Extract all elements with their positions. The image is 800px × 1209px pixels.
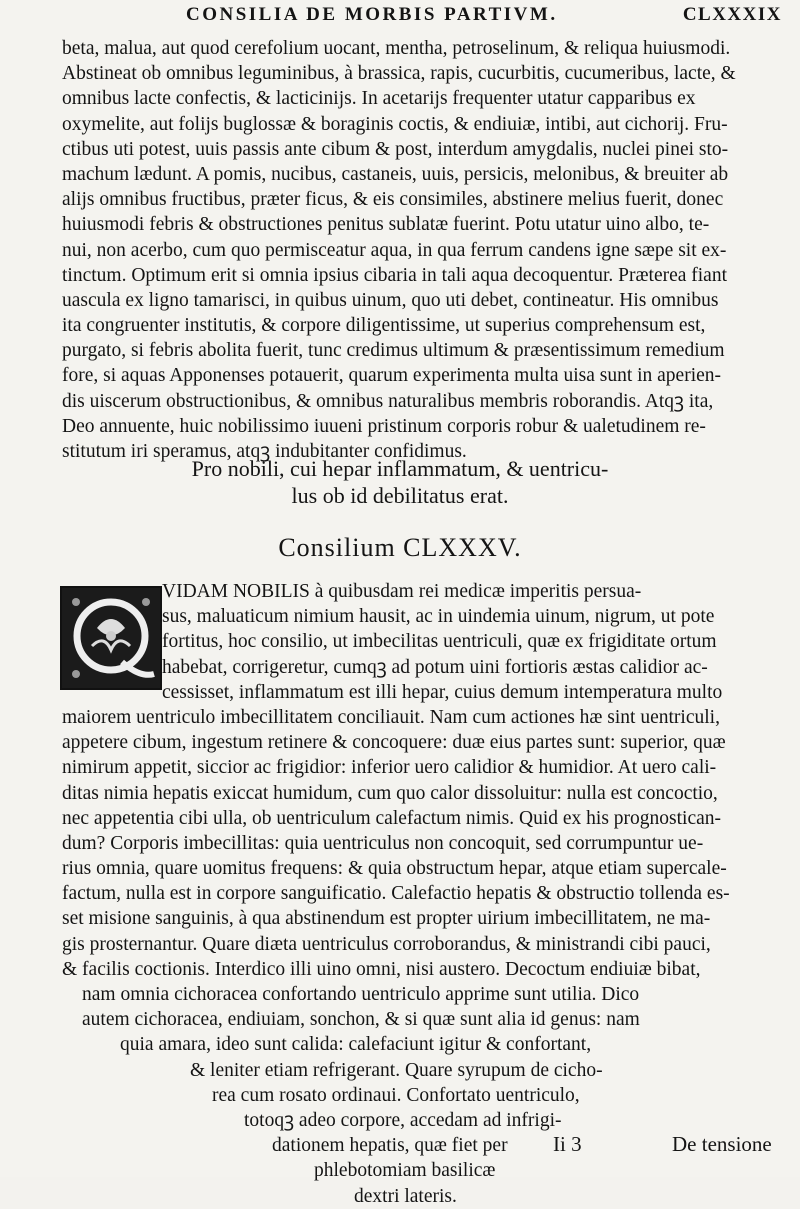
section-heading (0, 455, 800, 509)
text-line: VIDAM NOBILIS à quibusdam rei medicæ imperitis persua- (162, 581, 642, 602)
text-line: totoqꝫ adeo corpore, accedam ad infrigi- (244, 1109, 562, 1131)
heading-line: lus ob id debilitatus erat. (291, 483, 509, 508)
text-line: nui, non acerbo, cum quo permisceatur aqua, in qua ferrum candens igne sæpe sit ex- (62, 239, 727, 261)
text-line: omnibus lacte confectis, & lacticinijs. In acetarijs frequenter utatur capparibus ex (62, 88, 696, 110)
text-line: beta, malua, aut quod cerefolium uocant, mentha, petroselinum, & reliqua huiusmodi. (62, 38, 731, 59)
text-line: dationem hepatis, quæ fiet per (272, 1135, 508, 1157)
catchword: De tensione (672, 1132, 772, 1156)
text-line: dis uiscerum obstructionibus, & omnibus naturalibus membris roborandis. Atqꝫ ita, (62, 390, 714, 412)
text-line: machum lædunt. A pomis, nucibus, castaneis, uuis, persicis, melonibus, & breuiter ab (62, 163, 729, 185)
signature-mark: Ii 3 (553, 1132, 582, 1156)
text-line: nec appetentia cibi ulla, ob uentriculum calefactum nimis. Quid ex his prognostican- (62, 807, 722, 829)
text-line: set misione sanguinis, à qua abstinendum est propter uirium imbecillitatem, ne ma- (62, 908, 711, 930)
text-line: autem cichoracea, endiuiam, sonchon, & si quæ sunt alia id genus: nam (82, 1009, 640, 1031)
text-line: ctibus uti potest, uuis passis ante cibum & post, interdum amygdalis, nuclei pinei sto- (62, 138, 729, 160)
text-line: rius omnia, quare uomitus frequens: & quia obstructum hepar, atque etiam supercale- (62, 858, 727, 880)
running-title: CONSILIA DE MORBIS PARTIVM. (186, 4, 558, 25)
text-line: alijs omnibus fructibus, præter ficus, & eis consimiles, abstinere melius fuerit, donec (62, 189, 724, 211)
text-line: phlebotomiam basilicæ (314, 1160, 496, 1182)
running-head (0, 4, 800, 38)
text-line: Abstineat ob omnibus leguminibus, à brassica, rapis, cucurbitis, cucumeribus, lacte, & (62, 63, 736, 85)
text-line: uascula ex ligno tamarisci, in quibus uinum, quo uti debet, contineatur. His omnibus (62, 289, 719, 311)
text-line: factum, nulla est in corpore sanguificatio. Calefactio hepatis & obstructio tollenda es- (62, 883, 730, 905)
text-line: Deo annuente, huic nobilissimo iuueni pristinum corporis robur & ualetudinem re- (62, 415, 706, 437)
text-line: nimirum appetit, siccior ac frigidior: inferior uero calidior & humidior. At uero cali- (62, 757, 717, 779)
heading-line: Pro nobili, cui hepar inflammatum, & uentricu- (191, 456, 609, 481)
text-line: maiorem uentriculo imbecillitatem conciliauit. Nam cum actiones hæ sint uentriculi, (62, 706, 720, 728)
text-line: fore, si aquas Apponenses potauerit, quarum experimenta multa uisa sunt in aperien- (62, 365, 722, 387)
text-line: oxymelite, aut folijs buglossæ & boraginis coctis, & endiuiæ, intibi, aut cichorij. Fru- (62, 113, 728, 135)
folio-number: CLXXXIX (682, 4, 782, 25)
page-footer (0, 1132, 800, 1162)
text-line: rea cum rosato ordinaui. Confortato uentriculo, (212, 1084, 580, 1106)
text-line: dextri lateris. (354, 1185, 457, 1207)
text-line: stitutum iri speramus, atqꝫ indubitanter confidimus. (62, 441, 467, 462)
text-line: tinctum. Optimum erit si omnia ipsius cibaria in tali aqua decoquentur. Præterea fiant (62, 264, 728, 286)
text-line: cessisset, inflammatum est illi hepar, cuius demum intemperatura multo (162, 681, 723, 703)
text-line: dum? Corporis imbecillitas: quia uentriculus non concoquit, sed corrumpuntur ue- (62, 832, 704, 854)
text-line: huiusmodi febris & obstructiones penitus sublatæ fuerint. Potu utatur uino albo, te- (62, 214, 710, 236)
main-text-block (62, 36, 784, 464)
text-line: fortitus, hoc consilio, ut imbecilitas uentriculi, quæ ex frigiditate ortum (162, 631, 717, 653)
consilium-title: Consilium CLXXXV. (278, 533, 522, 562)
text-line: & facilis coctionis. Interdico illi uino omni, nisi austero. Decoctum endiuiæ bibat, (62, 958, 701, 980)
consilium-text-block (62, 579, 784, 1209)
text-line: purgato, si febris abolita fuerit, tunc credimus ultimum & præsentissimum remedium (62, 340, 725, 362)
text-line: nam omnia cichoracea confortando uentriculo apprime sunt utilia. Dico (82, 984, 640, 1005)
text-line: ditas nimia hepatis exiccat humidum, cum quo calor dissoluitur: nulla est concoctio, (62, 782, 718, 804)
text-line: habebat, corrigeretur, cumqꝫ ad potum uini fortioris æstas calidior ac- (162, 656, 708, 678)
text-line: sus, maluaticum nimium hausit, ac in uindemia uinum, nigrum, ut pote (162, 606, 715, 628)
text-line: appetere cibum, ingestum retinere & concoquere: duæ eius partes sunt: superior, quæ (62, 732, 726, 754)
text-line: gis prosternantur. Quare diæta uentriculus corroborandus, & ministrandi cibi pauci, (62, 933, 711, 955)
text-line: ita congruenter institutis, & corpore diligentissime, ut superius comprehensum est, (62, 315, 706, 337)
text-line: quia amara, ideo sunt calida: calefaciunt igitur & confortant, (120, 1034, 592, 1056)
text-line: & leniter etiam refrigerant. Quare syrupum de cicho- (190, 1059, 603, 1081)
